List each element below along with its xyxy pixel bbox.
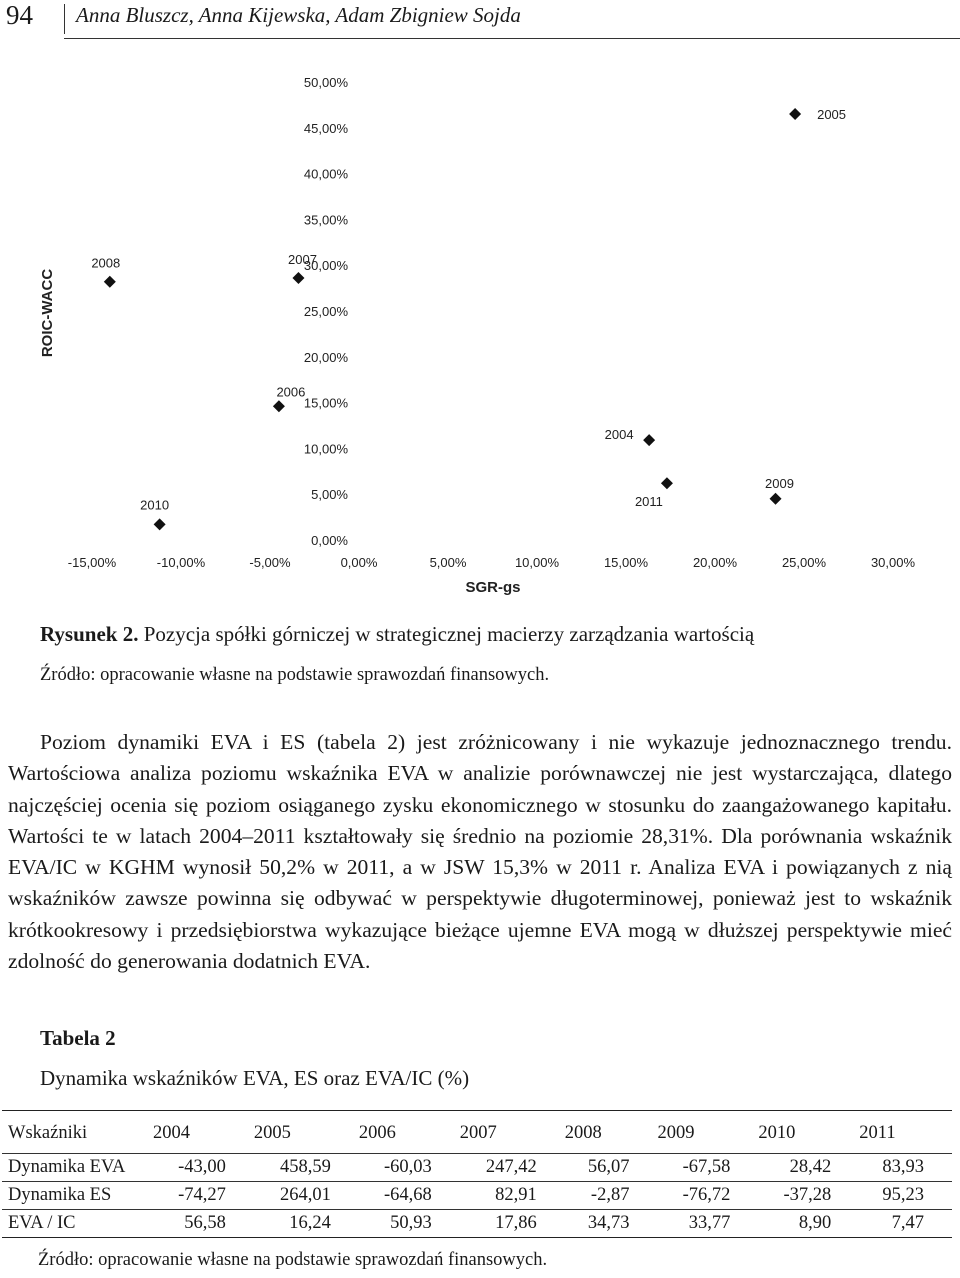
table-row xyxy=(2,1210,952,1238)
table-header-cell: 2010 xyxy=(758,1122,796,1143)
data-point-label: 2011 xyxy=(634,494,663,510)
running-head-authors: Anna Bluszcz, Anna Kijewska, Adam Zbigniew Sojda xyxy=(76,3,521,27)
y-tick-label: 50,00% xyxy=(303,75,348,90)
table-cell: 247,42 xyxy=(485,1157,537,1177)
table-cell: -76,72 xyxy=(682,1185,731,1205)
y-tick-label: 20,00% xyxy=(303,349,348,365)
x-tick-labels xyxy=(68,555,916,570)
data-point-label: 2010 xyxy=(140,497,170,513)
x-tick-label: 5,00% xyxy=(429,555,467,570)
table-cell: 83,93 xyxy=(882,1157,924,1177)
y-tick-label: 5,00% xyxy=(311,487,348,503)
y-tick-label: 15,00% xyxy=(303,395,348,411)
table-row-label: Dynamika EVA xyxy=(8,1157,126,1177)
table-cell: 458,59 xyxy=(280,1157,331,1177)
chart-svg xyxy=(0,50,960,610)
data-point-marker xyxy=(789,108,801,120)
x-axis-label: SGR-gs xyxy=(465,579,521,596)
table-header-cell: 2008 xyxy=(564,1122,602,1143)
table-cell: 8,90 xyxy=(798,1213,832,1233)
data-point-label: 2006 xyxy=(276,384,306,400)
table-cell: -60,03 xyxy=(383,1157,432,1177)
figure-caption-label: Rysunek 2. xyxy=(40,622,139,646)
table-cell: 17,86 xyxy=(495,1213,537,1233)
y-tick-label: 10,00% xyxy=(303,441,348,457)
data-point-marker xyxy=(104,276,116,288)
header-vertical-rule xyxy=(64,4,65,34)
table-header-cell: Wskaźniki xyxy=(8,1122,88,1143)
x-tick-label: -15,00% xyxy=(67,555,117,570)
table-cell: 34,73 xyxy=(587,1213,630,1233)
x-tick-label: 20,00% xyxy=(692,555,738,570)
figure-caption xyxy=(40,622,754,647)
data-point-marker xyxy=(661,477,673,489)
table-cell: 56,07 xyxy=(587,1157,630,1177)
scatter-chart xyxy=(0,50,960,610)
table-cell: 28,42 xyxy=(789,1157,832,1177)
y-tick-labels xyxy=(304,75,349,548)
data-point-marker xyxy=(154,518,166,530)
figure-caption-text: Pozycja spółki górniczej w strategicznej macierzy zarządzania wartością xyxy=(138,622,755,646)
data-point-label: 2009 xyxy=(765,475,794,491)
y-tick-label: 30,00% xyxy=(303,258,348,274)
table-header-cell: 2009 xyxy=(657,1122,695,1143)
data-point-marker xyxy=(273,400,285,412)
y-tick-label: 35,00% xyxy=(303,212,348,228)
page-header xyxy=(0,0,960,36)
table-header-cell: 2005 xyxy=(253,1122,291,1143)
table-source-note: Źródło: opracowanie własne na podstawie sprawozdań finansowych. xyxy=(38,1250,548,1270)
table-cell: 7,47 xyxy=(891,1213,924,1233)
table-cell: -43,00 xyxy=(178,1157,226,1177)
header-horizontal-rule xyxy=(64,38,960,39)
data-point-label: 2007 xyxy=(288,252,317,268)
page-number: 94 xyxy=(6,0,33,30)
table-cell: -37,28 xyxy=(783,1185,832,1205)
table-row xyxy=(2,1182,952,1210)
table-header-cell: 2011 xyxy=(859,1122,896,1143)
table-cell: -2,87 xyxy=(590,1185,630,1205)
table-label: Tabela 2 xyxy=(40,1026,116,1050)
table-row-label: Dynamika ES xyxy=(8,1185,112,1205)
data-point-label: 2005 xyxy=(817,107,847,123)
y-tick-label: 25,00% xyxy=(303,304,348,319)
table-cell: 56,58 xyxy=(184,1213,226,1233)
table-cell: 50,93 xyxy=(390,1213,432,1233)
y-axis-label: ROIC-WACC xyxy=(39,268,56,358)
table-row xyxy=(2,1154,952,1182)
data-point-marker xyxy=(292,272,304,284)
table-cell: -74,27 xyxy=(178,1185,226,1205)
x-tick-label: 10,00% xyxy=(514,555,560,570)
x-tick-label: 15,00% xyxy=(603,555,649,570)
x-tick-label: -5,00% xyxy=(249,555,291,570)
x-tick-label: 0,00% xyxy=(340,555,378,570)
body-paragraph: Poziom dynamiki EVA i ES (tabela 2) jest zróżnicowany i nie wykazuje jednoznacznego trendu. Wartościowa analiza poziomu wskaźnika EVA w analizie porównawczej nie jest wystarczająca, dlatego najczęściej ocenia się poziom osiąganego zysku ekonomicznego w stosunku do zaangażowanego kapitału. Wartości te w latach 2004–2011 kształtowały się średnio na poziomie 28,31%. Dla porównania wskaźnik EVA/IC w KGHM wynosił 50,2% w 2011, a w JSW 15,3% w 2011 r. Analiza EVA i powiązanych z nią wskaźników zawsze powinna się odbywać w perspektywie długoterminowej, ponieważ jest to wskaźnik krótkookresowy i przedsiębiorstwa wykazujące bieżące ujemne EVA mogą w dłuższej perspektywie mieć zdolność do generowania dodatnich EVA. xyxy=(8,730,952,974)
table-cell: 264,01 xyxy=(280,1185,331,1205)
x-tick-label: -10,00% xyxy=(156,555,206,570)
table-cell: 33,77 xyxy=(688,1213,731,1233)
y-tick-label: 40,00% xyxy=(303,166,348,182)
x-tick-label: 30,00% xyxy=(870,555,916,570)
table-cell: 95,23 xyxy=(882,1185,924,1205)
table-cell: 82,91 xyxy=(495,1185,537,1205)
data-table xyxy=(2,1110,952,1238)
data-point-label: 2004 xyxy=(604,427,634,443)
table-header-cell: 2007 xyxy=(459,1122,497,1143)
data-point-marker xyxy=(770,493,782,505)
table-header-cell: 2004 xyxy=(153,1122,190,1143)
table-header-row xyxy=(2,1111,952,1154)
table-cell: -67,58 xyxy=(682,1157,731,1177)
table-header-cell: 2006 xyxy=(358,1122,396,1143)
data-points xyxy=(91,107,846,530)
x-tick-label: 25,00% xyxy=(781,555,827,570)
data-point-label: 2008 xyxy=(91,255,121,271)
table-row-label: EVA / IC xyxy=(8,1213,76,1233)
table-cell: 16,24 xyxy=(289,1213,331,1233)
data-point-marker xyxy=(643,434,655,446)
table-title: Dynamika wskaźników EVA, ES oraz EVA/IC (%) xyxy=(40,1066,470,1090)
y-tick-label: 0,00% xyxy=(311,533,348,548)
figure-source-note: Źródło: opracowanie własne na podstawie sprawozdań finansowych. xyxy=(40,665,550,685)
table-cell: -64,68 xyxy=(383,1185,432,1205)
y-tick-label: 45,00% xyxy=(303,120,348,136)
